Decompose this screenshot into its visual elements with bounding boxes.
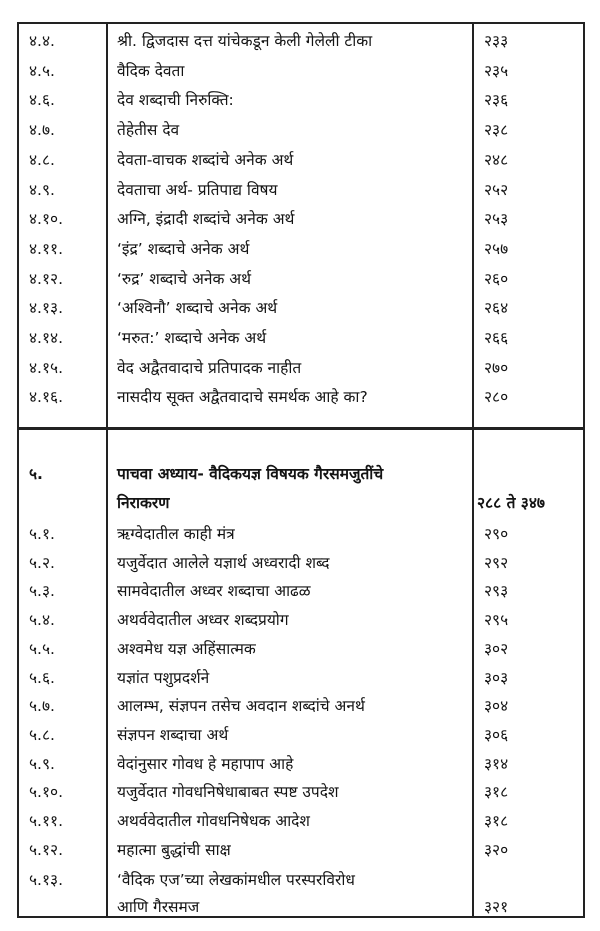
entry-number: ४.१२. bbox=[29, 269, 64, 288]
entry-title: वैदिक देवता bbox=[117, 61, 185, 80]
entry-number: ४.६. bbox=[29, 91, 55, 110]
entry-page: २३६ bbox=[484, 91, 509, 110]
entry-title: देवताचा अर्थ- प्रतिपाद्य विषय bbox=[117, 180, 278, 199]
entry-title: तेहेतीस देव bbox=[117, 121, 180, 140]
entry-title: अथर्ववेदातील अध्वर शब्दप्रयोग bbox=[117, 611, 289, 630]
entry-number: ५.२. bbox=[29, 553, 55, 572]
entry-title: देव शब्दाची निरुक्ति: bbox=[117, 91, 234, 110]
chapter-5-heading-row bbox=[19, 460, 583, 489]
toc-entry bbox=[19, 57, 583, 86]
entry-number: ५.१२. bbox=[29, 840, 64, 859]
entry-title: महात्मा बुद्धांची साक्ष bbox=[117, 840, 231, 859]
entry-page: ३१८ bbox=[484, 783, 509, 802]
entry-page: २८० bbox=[484, 388, 509, 407]
entry-page: २६४ bbox=[484, 299, 509, 318]
toc-entry bbox=[19, 549, 583, 578]
toc-entry bbox=[19, 265, 583, 294]
toc-entry bbox=[19, 354, 583, 383]
toc-entry bbox=[19, 116, 583, 145]
toc-entry bbox=[19, 324, 583, 353]
chapter-title-line-2: निराकरण bbox=[117, 494, 170, 512]
entry-title: आलम्भ, संज्ञपन तसेच अवदान शब्दांचे अनर्थ bbox=[117, 697, 365, 716]
entry-page: ३१४ bbox=[484, 754, 509, 773]
toc-entry bbox=[19, 635, 583, 664]
entry-title: ‘अश्विनौ’ शब्दाचे अनेक अर्थ bbox=[117, 299, 278, 318]
chapter-number: ५. bbox=[29, 465, 43, 483]
entry-page: २५७ bbox=[484, 239, 509, 258]
entry-page: २९२ bbox=[484, 553, 509, 572]
entry-title: यज्ञांत पशुप्रदर्शने bbox=[117, 668, 210, 687]
entry-title: अथर्ववेदातील गोवधनिषेधक आदेश bbox=[117, 812, 310, 830]
toc-entry bbox=[19, 383, 583, 412]
toc-entry bbox=[19, 86, 583, 115]
entry-page: ३०६ bbox=[484, 725, 509, 744]
entry-title: सामवेदातील अध्वर शब्दाचा आढळ bbox=[117, 582, 311, 601]
toc-entry bbox=[19, 235, 583, 264]
entry-number: ५.१३. bbox=[29, 871, 64, 889]
entry-title: ‘रुद्र’ शब्दाचे अनेक अर्थ bbox=[117, 269, 252, 288]
entry-page: २६० bbox=[484, 269, 509, 288]
toc-entry bbox=[19, 664, 583, 693]
entry-number: ५.४. bbox=[29, 611, 55, 630]
entry-number: ४.१४. bbox=[29, 329, 64, 347]
entry-title: यजुर्वेदात आलेले यज्ञार्थ अध्वरादी शब्द bbox=[117, 553, 330, 572]
entry-title: श्री. द्विजदास दत्त यांचेकडून केली गेलेली टीका bbox=[117, 32, 373, 50]
toc-entry bbox=[19, 520, 583, 549]
toc-table bbox=[17, 22, 585, 918]
toc-entry bbox=[19, 294, 583, 323]
entry-number: ४.११. bbox=[29, 239, 64, 258]
toc-entry bbox=[19, 807, 583, 836]
entry-page: २४८ bbox=[484, 150, 509, 169]
entry-title: यजुर्वेदात गोवधनिषेधाबाबत स्पष्ट उपदेश bbox=[117, 783, 339, 802]
entry-page: ३०२ bbox=[484, 639, 509, 658]
entry-page: २६६ bbox=[484, 329, 509, 347]
entry-number: ५.३. bbox=[29, 582, 55, 601]
entry-title: ऋग्वेदातील काही मंत्र bbox=[117, 525, 235, 543]
entry-number: ५.७. bbox=[29, 697, 55, 716]
toc-entry bbox=[19, 577, 583, 606]
toc-entry-last bbox=[19, 866, 583, 895]
entry-title: वेद अद्वैतवादाचे प्रतिपादक नाहीत bbox=[117, 358, 302, 377]
chapter-page-range: २८८ ते ३४७ bbox=[477, 494, 545, 512]
toc-entry bbox=[19, 205, 583, 234]
entry-page: २७० bbox=[484, 358, 509, 377]
entry-title-line-1: ‘वैदिक एज’च्या लेखकांमधील परस्परविरोध bbox=[117, 871, 355, 889]
entry-number: ५.११. bbox=[29, 812, 64, 830]
entry-title: नासदीय सूक्त अद्वैतवादाचे समर्थक आहे का? bbox=[117, 388, 368, 407]
toc-entry bbox=[19, 721, 583, 750]
entry-number: ४.५. bbox=[29, 61, 55, 80]
toc-entry bbox=[19, 27, 583, 56]
entry-page: २३८ bbox=[484, 121, 509, 140]
toc-entry bbox=[19, 750, 583, 779]
entry-page: ३२१ bbox=[484, 898, 509, 916]
toc-entry bbox=[19, 836, 583, 865]
entry-page: २९५ bbox=[484, 611, 509, 630]
toc-entry bbox=[19, 176, 583, 205]
entry-number: ४.१०. bbox=[29, 210, 64, 229]
entry-number: ४.९. bbox=[29, 180, 55, 199]
entry-title: अश्वमेध यज्ञ अहिंसात्मक bbox=[117, 639, 256, 658]
entry-page: २५२ bbox=[484, 180, 509, 199]
chapter-separator bbox=[19, 427, 583, 430]
entry-number: ५.६. bbox=[29, 668, 55, 687]
entry-page: २३५ bbox=[484, 61, 509, 80]
entry-number: ४.१५. bbox=[29, 358, 64, 377]
entry-page: २९० bbox=[484, 525, 509, 543]
entry-page: ३०३ bbox=[484, 668, 509, 687]
entry-title: ‘मरुत:’ शब्दाचे अनेक अर्थ bbox=[117, 329, 267, 347]
entry-number: ४.४. bbox=[29, 32, 55, 50]
entry-number: ५.१०. bbox=[29, 783, 64, 802]
entry-number: ५.८. bbox=[29, 725, 55, 744]
entry-number: ५.१. bbox=[29, 525, 55, 543]
entry-page: ३२० bbox=[484, 840, 509, 859]
entry-number: ४.८. bbox=[29, 150, 55, 169]
entry-number: ४.१६. bbox=[29, 388, 64, 407]
chapter-5-heading-row-2 bbox=[19, 489, 583, 518]
toc-entry bbox=[19, 146, 583, 175]
toc-entry bbox=[19, 606, 583, 635]
entry-page: २५३ bbox=[484, 210, 509, 229]
entry-number: ४.७. bbox=[29, 121, 55, 140]
entry-title: वेदांनुसार गोवध हे महापाप आहे bbox=[117, 754, 294, 773]
entry-page: २९३ bbox=[484, 582, 509, 601]
entry-title: संज्ञपन शब्दाचा अर्थ bbox=[117, 725, 229, 744]
entry-page: २३३ bbox=[484, 32, 509, 50]
entry-number: ४.१३. bbox=[29, 299, 64, 318]
entry-page: ३०४ bbox=[484, 697, 509, 716]
toc-entry-last-cont bbox=[19, 893, 583, 922]
entry-page: ३१८ bbox=[484, 812, 509, 830]
toc-entry bbox=[19, 692, 583, 721]
entry-title: देवता-वाचक शब्दांचे अनेक अर्थ bbox=[117, 150, 294, 169]
entry-title: अग्नि, इंद्रादी शब्दांचे अनेक अर्थ bbox=[117, 210, 295, 229]
toc-entry bbox=[19, 778, 583, 807]
chapter-title-line-1: पाचवा अध्याय- वैदिकयज्ञ विषयक गैरसमजुतींचे bbox=[117, 465, 384, 483]
entry-title-line-2: आणि गैरसमज bbox=[117, 898, 200, 916]
entry-title: ‘इंद्र’ शब्दाचे अनेक अर्थ bbox=[117, 239, 250, 258]
entry-number: ५.५. bbox=[29, 639, 55, 658]
entry-number: ५.९. bbox=[29, 754, 55, 773]
